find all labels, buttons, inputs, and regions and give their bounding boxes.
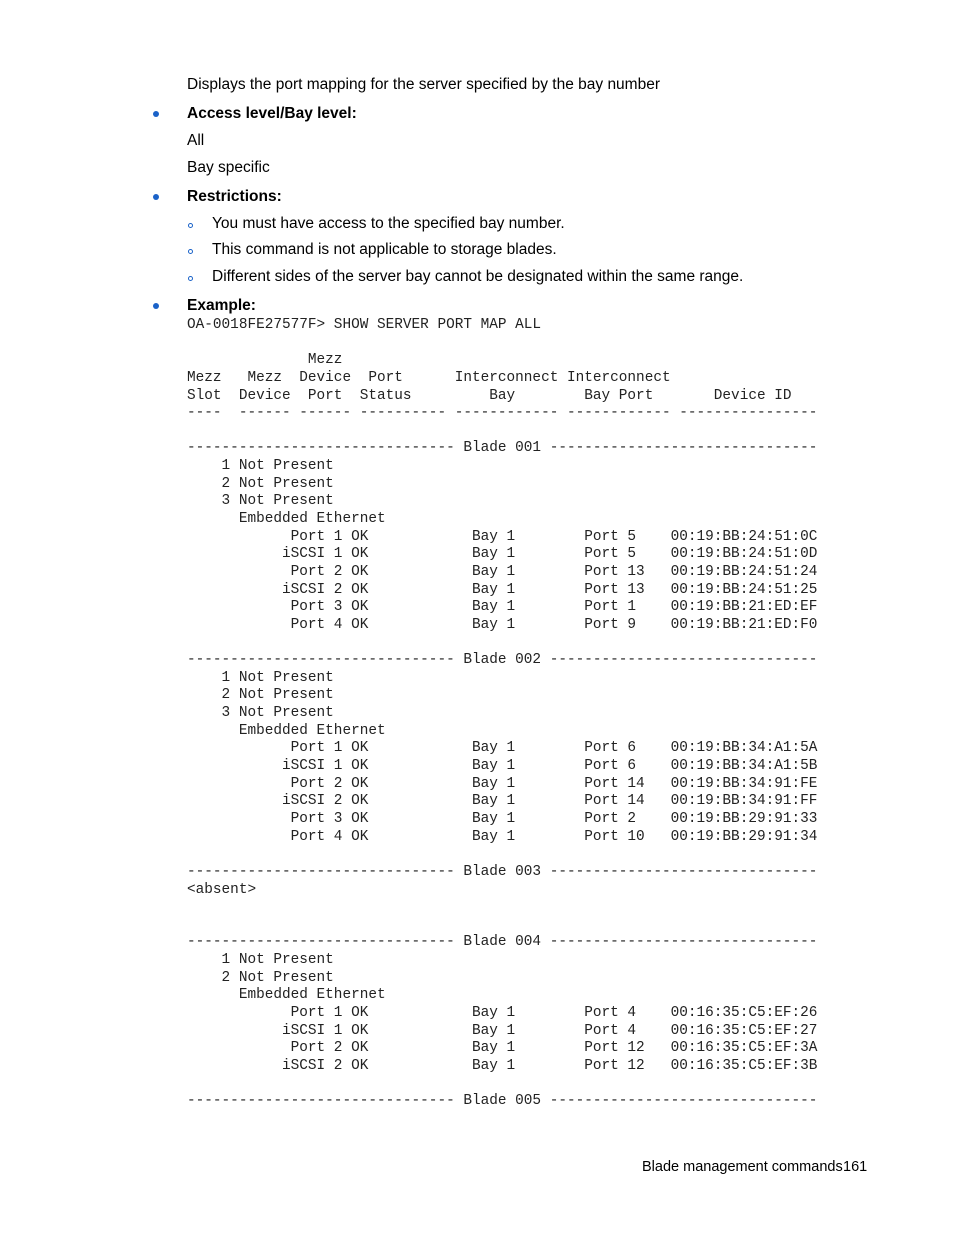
restriction-item: You must have access to the specified bay number. (212, 215, 565, 232)
footer-section-title: Blade management commands (642, 1159, 843, 1175)
access-item-bay-specific: Bay specific (187, 159, 270, 176)
circle-bullet-icon (188, 276, 193, 281)
restriction-item: Different sides of the server bay cannot be designated within the same range. (212, 268, 744, 285)
restrictions-heading: Restrictions: (187, 188, 282, 205)
intro-text: Displays the port mapping for the server specified by the bay number (187, 76, 660, 93)
circle-bullet-icon (188, 249, 193, 254)
restriction-item: This command is not applicable to storage blades. (212, 241, 557, 258)
bullet-icon (153, 194, 159, 200)
access-level-heading: Access level/Bay level: (187, 105, 357, 122)
circle-bullet-icon (188, 223, 193, 228)
footer-page-number: 161 (843, 1159, 868, 1175)
access-item-all: All (187, 132, 205, 149)
example-heading: Example: (187, 297, 256, 314)
bullet-icon (153, 111, 159, 117)
bullet-icon (153, 303, 159, 309)
example-code-block: OA-0018FE27577F> SHOW SERVER PORT MAP ALL Mezz Mezz Mezz Device Port Interconnect Interconnect Slot Device Port Status Bay Bay Port Device ID ---- ------ ------ ---------- ------------ ------------ ---------------- ------------------------------- Blade 001 ------------------------------- 1 Not Present 2 Not Present 3 Not Present Embedded Ethernet Port 1 OK Bay 1 Port 5 00:19:BB:24:51:0C iSCSI 1 OK Bay 1 Port 5 00:19:BB:24:51:0D Port 2 OK Bay 1 Port 13 00:19:BB:24:51:24 iSCSI 2 OK Bay 1 Port 13 00:19:BB:24:51:25 Port 3 OK Bay 1 Port 1 00:19:BB:21:ED:EF Port 4 OK Bay 1 Port 9 00:19:BB:21:ED:F0 ------------------------------- Blade 002 ------------------------------- 1 Not Present 2 Not Present 3 Not Present Embedded Ethernet Port 1 OK Bay 1 Port 6 00:19:BB:34:A1:5A iSCSI 1 OK Bay 1 Port 6 00:19:BB:34:A1:5B Port 2 OK Bay 1 Port 14 00:19:BB:34:91:FE iSCSI 2 OK Bay 1 Port 14 00:19:BB:34:91:FF Port 3 OK Bay 1 Port 2 00:19:BB:29:91:33 Port 4 OK Bay 1 Port 10 00:19:BB:29:91:34 ------------------------------- Blade 003 ------------------------------- <absent> ------------------------------- Blade 004 ------------------------------- 1 Not Present 2 Not Present Embedded Ethernet Port 1 OK Bay 1 Port 4 00:16:35:C5:EF:26 iSCSI 1 OK Bay 1 Port 4 00:16:35:C5:EF:27 Port 2 OK Bay 1 Port 12 00:16:35:C5:EF:3A iSCSI 2 OK Bay 1 Port 12 00:16:35:C5:EF:3B ------------------------------- Blade 005 ------------------------------- (187, 317, 818, 1110)
